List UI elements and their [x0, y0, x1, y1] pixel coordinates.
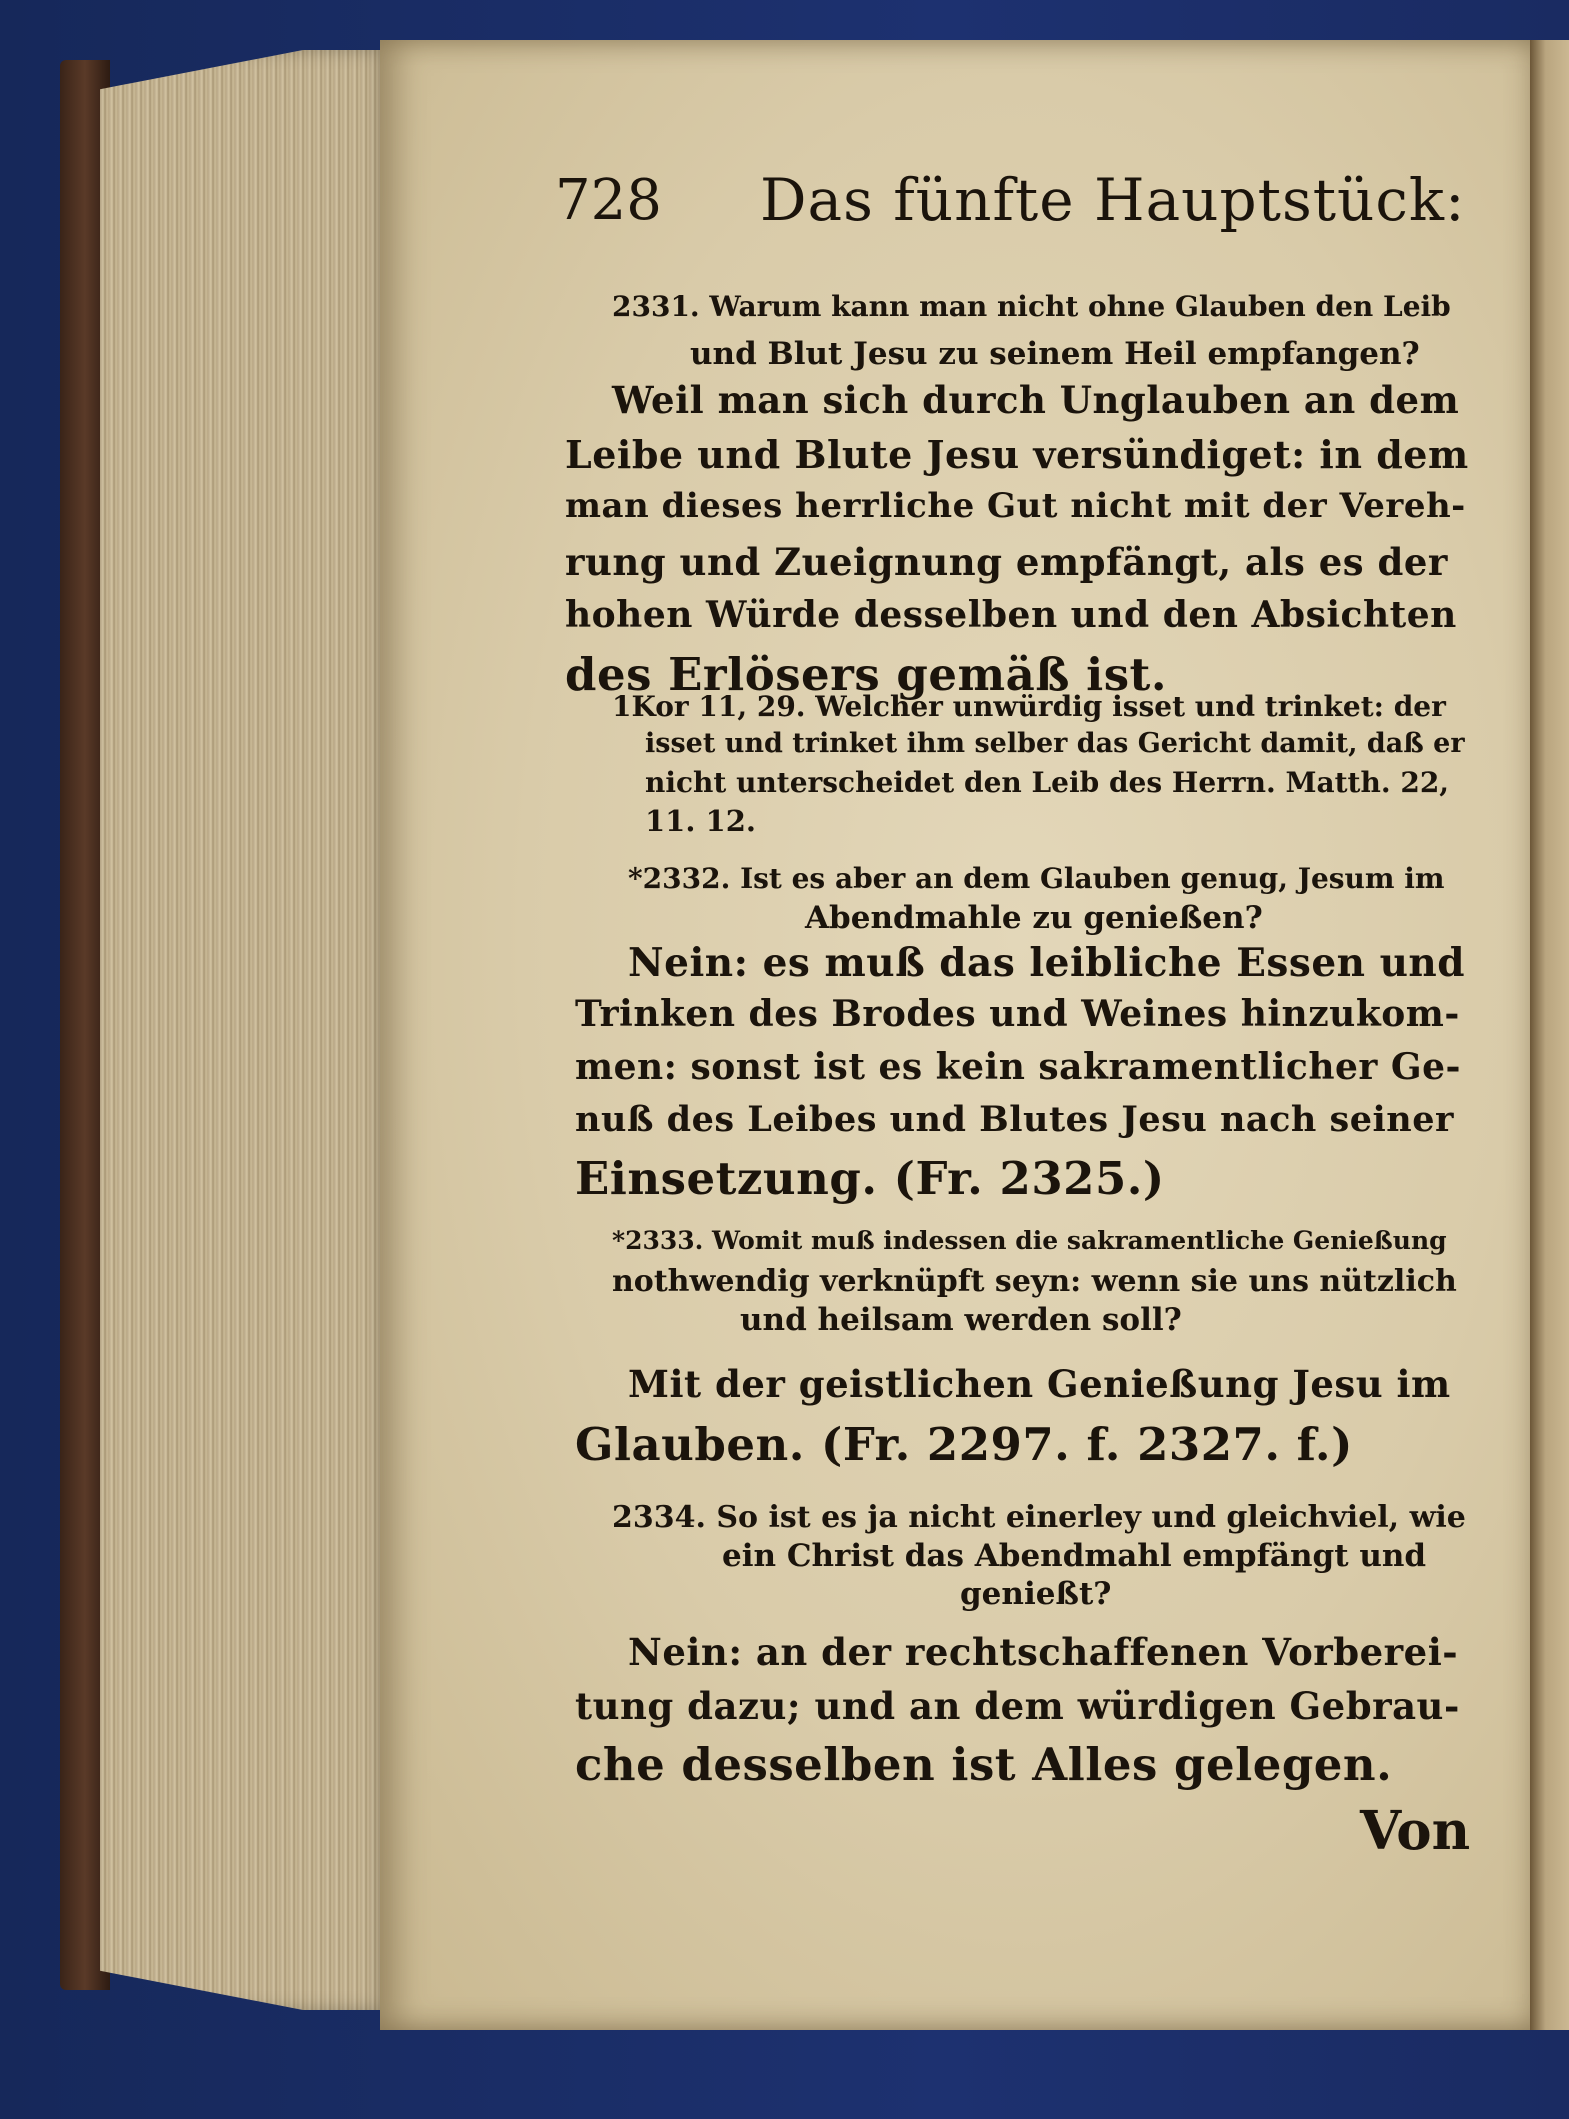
question-2333-line-1: *2333. Womit muß indessen die sakramentliche Genießung — [612, 1226, 1447, 1255]
answer-2333-line-2: Glauben. (Fr. 2297. f. 2327. f.) — [575, 1418, 1353, 1471]
answer-2333-line-1: Mit der geistlichen Genießung Jesu im — [628, 1362, 1451, 1406]
reference-2331-line-4: 11. 12. — [645, 804, 757, 838]
reference-2331-line-3: nicht unterscheidet den Leib des Herrn. Matth. 22, — [645, 766, 1450, 799]
answer-2332-line-2: Trinken des Brodes und Weines hinzukom- — [575, 993, 1460, 1035]
question-2331-line-1: 2331. Warum kann man nicht ohne Glauben den Leib — [612, 290, 1451, 323]
answer-2331-line-1: Weil man sich durch Unglauben an dem — [612, 378, 1460, 422]
reference-2331-line-2: isset und trinket ihm selber das Gericht damit, daß er — [645, 728, 1465, 759]
answer-2334-line-3: che desselben ist Alles gelegen. — [575, 1738, 1393, 1791]
catchword: Von — [1360, 1800, 1471, 1862]
question-2334-line-3: genießt? — [960, 1576, 1112, 1612]
answer-2332-line-4: nuß des Leibes und Blutes Jesu nach seiner — [575, 1099, 1454, 1140]
question-2333-line-3: und heilsam werden soll? — [740, 1302, 1182, 1338]
answer-2331-line-5: hohen Würde desselben und den Absichten — [565, 594, 1457, 636]
question-2331-line-2: und Blut Jesu zu seinem Heil empfangen? — [690, 336, 1420, 372]
question-2334-line-2: ein Christ das Abendmahl empfängt und — [722, 1538, 1427, 1574]
question-2334-line-1: 2334. So ist es ja nicht einerley und gleichviel, wie — [612, 1500, 1466, 1535]
answer-2331-line-2: Leibe und Blute Jesu versündiget: in dem — [565, 432, 1469, 477]
answer-2332-line-5: Einsetzung. (Fr. 2325.) — [575, 1152, 1165, 1205]
question-2332-line-2: Abendmahle zu genießen? — [805, 900, 1263, 936]
answer-2331-line-6: des Erlösers gemäß ist. — [565, 648, 1167, 701]
question-2332-line-1: *2332. Ist es aber an dem Glauben genug, Jesum im — [628, 862, 1445, 895]
answer-2331-line-4: rung und Zueignung empfängt, als es der — [565, 540, 1448, 584]
answer-2332-line-3: men: sonst ist es kein sakramentlicher Ge- — [575, 1046, 1461, 1088]
answer-2331-line-3: man dieses herrliche Gut nicht mit der Vereh- — [565, 486, 1466, 526]
question-2333-line-2: nothwendig verknüpft seyn: wenn sie uns nützlich — [612, 1264, 1457, 1299]
page-number: 728 — [555, 168, 662, 233]
page-title: Das fünfte Hauptstück: — [760, 166, 1466, 234]
answer-2332-line-1: Nein: es muß das leibliche Essen und — [628, 940, 1466, 986]
answer-2334-line-2: tung dazu; und an dem würdigen Gebrau- — [575, 1684, 1460, 1728]
reference-2331-line-1: 1Kor 11, 29. Welcher unwürdig isset und trinket: der — [612, 690, 1446, 723]
answer-2334-line-1: Nein: an der rechtschaffenen Vorberei- — [628, 1630, 1459, 1674]
